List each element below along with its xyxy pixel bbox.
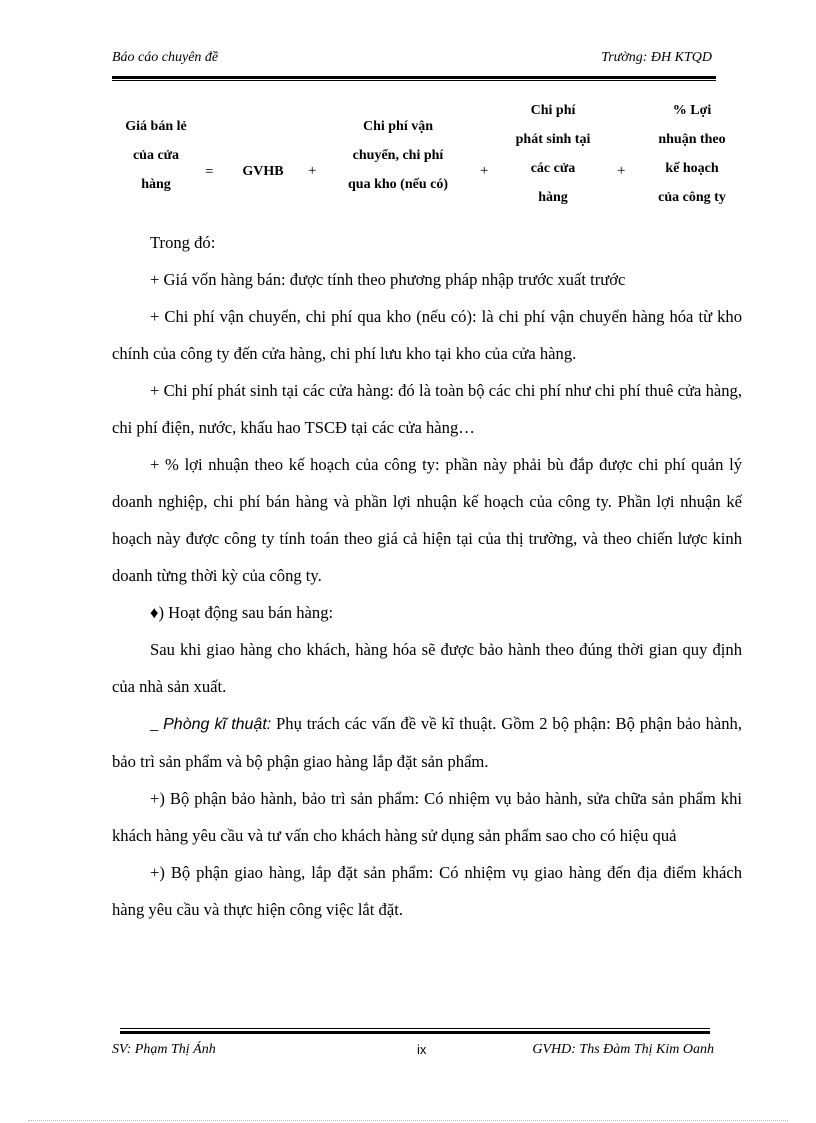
department-label: Phòng kĩ thuật: [163,716,272,733]
paragraph: +) Bộ phận giao hàng, lắp đặt sản phẩm: Có nhiệm vụ giao hàng đến địa điểm khách hàng yêu cầu và thực hiện công việc lắt đặt. [112,863,742,919]
formula-retail-price: Giá bán lẻ của cửa hàng [125,119,187,192]
paragraph: + Giá vốn hàng bán: được tính theo phương pháp nhập trước xuất trước [150,270,626,289]
body-text [112,224,742,928]
paragraph: Sau khi giao hàng cho khách, hàng hóa sẽ được bảo hành theo đúng thời gian quy định của nhà sản xuất. [112,640,742,696]
formula-equals: = [205,164,214,180]
page-footer [112,1042,716,1062]
paragraph: + % lợi nhuận theo kế hoạch của công ty: phần này phải bù đắp được chi phí quản lý doanh nghiệp, chi phí bán hàng và phần lợi nhuận kế hoạch của công ty. Phần lợi nhuận kế hoạch này được công ty tính toán theo giá cả hiện tại của thị trường, và theo chiến lược kinh doanh từng thời kỳ của công ty. [112,455,742,585]
footer-rule [120,1028,710,1034]
footer-advisor: GVHD: Ths Đàm Thị Kim Oanh [532,1042,714,1057]
header-rule [112,76,716,81]
formula-store-cost: Chi phí phát sinh tại các cửa hàng [515,103,591,205]
paragraph: Trong đó: [150,233,216,252]
paragraph: + Chi phí phát sinh tại các cửa hàng: đó là toàn bộ các chi phí như chi phí thuê cửa hàng, chi phí điện, nước, khấu hao TSCĐ tại các cửa hàng… [112,381,742,437]
paragraph: + Chi phí vận chuyển, chi phí qua kho (nếu có): là chi phí vận chuyển hàng hóa từ kho chính của công ty đến cửa hàng, chi phí lưu kho tại kho của cửa hàng. [112,307,742,363]
formula-plus-1: + [308,163,317,179]
department-description: Phụ trách các vấn đề về kĩ thuật. Gồm 2 bộ phận: Bộ phận bảo hành, bảo trì sản phẩm và bộ phận giao hàng lắp đặt sản phẩm. [112,714,742,771]
formula-transport-cost: Chi phí vận chuyển, chi phí qua kho (nếu có) [348,119,448,192]
paragraph: ♦) Hoạt động sau bán hàng: [150,603,334,622]
formula-plus-2: + [480,163,489,179]
formula-profit-percent: % Lợi nhuận theo kế hoạch của công ty [658,103,726,205]
page-header [112,50,716,70]
page-edge-divider [28,1120,788,1121]
footer-student: SV: Phạm Thị Ánh [112,1042,216,1057]
dash-prefix: _ [150,714,164,733]
paragraph [112,705,742,780]
formula-plus-3: + [617,163,626,179]
header-left: Báo cáo chuyên đề [112,50,219,65]
formula-gvhb: GVHB [242,164,284,179]
page-number: ix [417,1042,427,1057]
paragraph: +) Bộ phận bảo hành, bảo trì sản phẩm: Có nhiệm vụ bảo hành, sửa chữa sản phẩm khi khách hàng yêu cầu và tư vấn cho khách hàng sử dụng sản phẩm sao cho có hiệu quả [112,789,742,845]
header-right: Trường: ĐH KTQD [601,50,712,65]
